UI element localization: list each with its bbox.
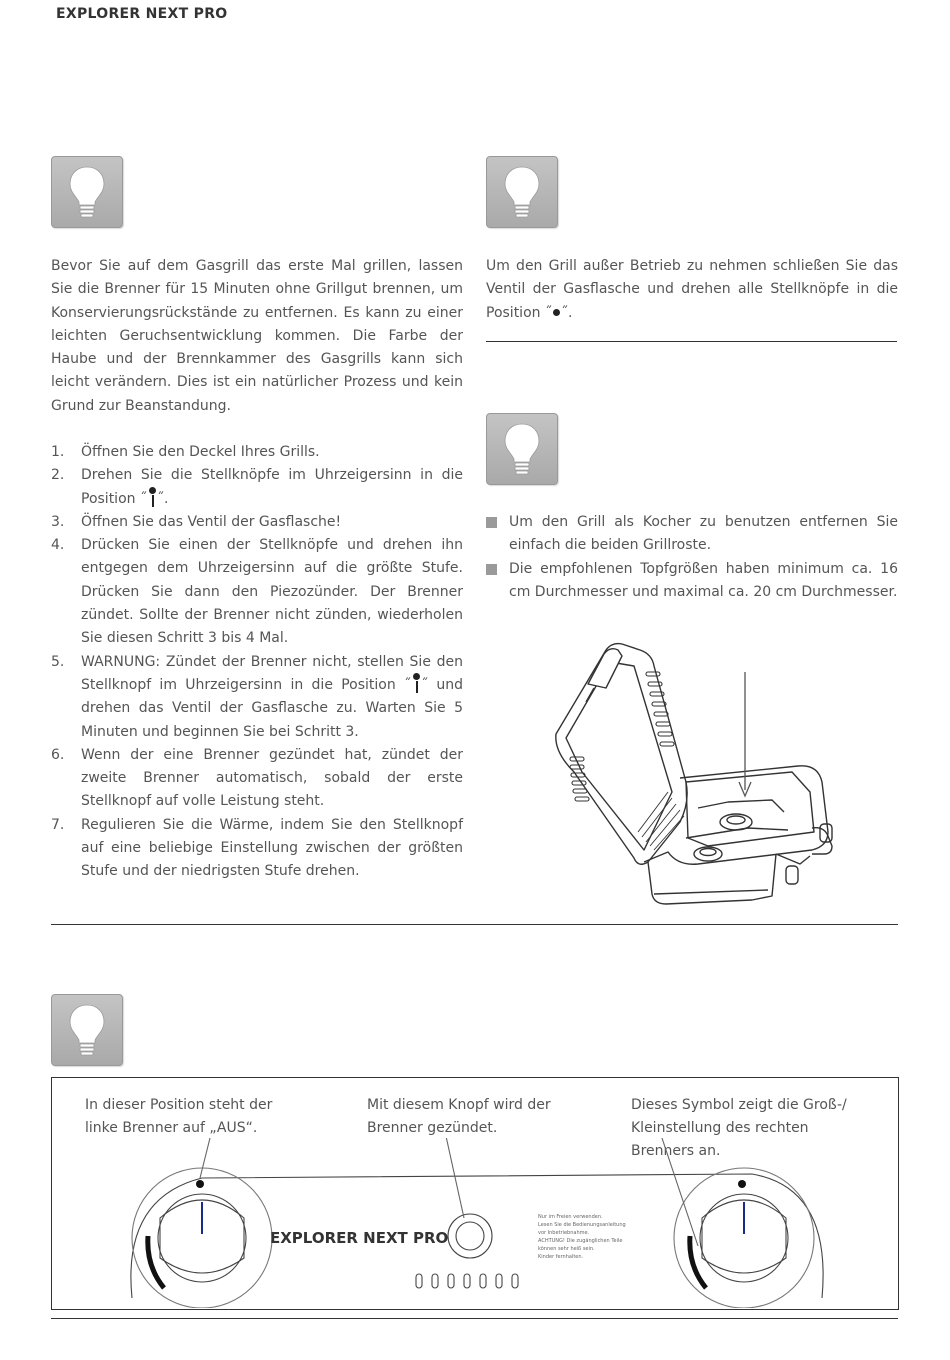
control-panel-illustration	[52, 1138, 898, 1308]
ignition-position-icon	[147, 491, 157, 505]
lightbulb-icon	[486, 413, 558, 485]
callout-right: Dieses Symbol zeigt die Groß-/ Kleinstellung des rechten Brenners an.	[631, 1097, 847, 1159]
list-item: 2. Drehen Sie die Stellknöpfe im Uhrzeigersinn in die Position ˝ ˝.	[51, 467, 463, 507]
list-item: 4. Drücken Sie einen der Stellknöpfe und drehen ihn entgegen dem Uhrzeigersinn auf die größte Stufe. Drücken Sie dann den Piezozünder. Der Brenner zündet. Sollte der Brenner nicht zünden, wiederholen Sie diesen Schritt 3 bis 4 Mal.	[51, 537, 463, 647]
list-item: Die empfohlenen Topfgrößen haben minimum ca. 16 cm Durchmesser und maximal ca. 20 cm Durchmesser.	[486, 558, 898, 605]
header-title: EXPLORER NEXT PRO	[56, 6, 228, 22]
cooker-bullets	[486, 511, 898, 604]
section-divider	[51, 1318, 898, 1319]
ignition-position-icon	[411, 677, 421, 691]
lightbulb-icon	[486, 156, 558, 228]
callout-left: In dieser Position steht der linke Brenner auf „AUS“.	[85, 1097, 273, 1136]
list-item: 3. Öffnen Sie das Ventil der Gasflasche!	[51, 513, 342, 530]
warning-line: Nur im Freien verwenden.	[538, 1214, 603, 1220]
list-item: 1. Öffnen Sie den Deckel Ihres Grills.	[51, 444, 320, 460]
panel-brand: EXPLORER NEXT PRO	[270, 1229, 449, 1247]
lightbulb-icon	[51, 994, 123, 1066]
section-divider	[486, 341, 897, 342]
list-item: Um den Grill als Kocher zu benutzen entfernen Sie einfach die beiden Grillroste.	[486, 511, 898, 558]
list-item: 6. Wenn der eine Brenner gezündet hat, zündet der zweite Brenner automatisch, sobald der erste Stellknopf auf volle Leistung steht.	[51, 746, 463, 810]
warning-line: ACHTUNG! Die zugänglichen Teile	[538, 1238, 623, 1244]
warning-line: Lesen Sie die Bedienungsanleitung	[538, 1222, 626, 1228]
first-use-steps	[51, 441, 463, 884]
off-position-icon	[553, 309, 560, 316]
warning-line: Kinder fernhalten.	[538, 1254, 584, 1260]
list-item: 5. WARNUNG: Zündet der Brenner nicht, stellen Sie den Stellknopf im Uhrzeigersinn in die Position ˝ ˝ und drehen das Ventil der Gasflasche zu. Warten Sie 5 Minuten und beginnen Sie bei Schritt 3.	[51, 653, 463, 740]
list-item: 7. Regulieren Sie die Wärme, indem Sie den Stellknopf auf eine beliebige Einstellung zwischen der größten Stufe und der niedrigsten Stufe drehen.	[51, 816, 463, 880]
shutdown-text: Um den Grill außer Betrieb zu nehmen schließen Sie das Ventil der Gasflasche und drehen alle Stellknöpfe in die Position ˝ ˝.	[486, 258, 898, 321]
warning-line: vor Inbetriebnahme.	[538, 1230, 590, 1236]
first-use-intro: Bevor Sie auf dem Gasgrill das erste Mal grillen, lassen Sie die Brenner für 15 Minuten ohne Grillgut brennen, um Konservierungsrückstände zu entfernen. Es kann zu einer leichten Geruchsentwicklung kommen. Die Farbe der Haube und der Brennkammer des Gasgrills kann sich leicht verändern. Dies ist ein natürlicher Prozess und kein Grund zur Beanstandung.	[51, 258, 463, 414]
lightbulb-icon	[51, 156, 123, 228]
section-divider	[51, 924, 898, 925]
grill-illustration	[548, 632, 838, 917]
bullet-square-icon	[486, 517, 497, 528]
bullet-square-icon	[486, 564, 497, 575]
warning-line: können sehr heiß sein.	[538, 1246, 595, 1252]
callout-middle: Mit diesem Knopf wird der Brenner gezündet.	[367, 1097, 551, 1136]
